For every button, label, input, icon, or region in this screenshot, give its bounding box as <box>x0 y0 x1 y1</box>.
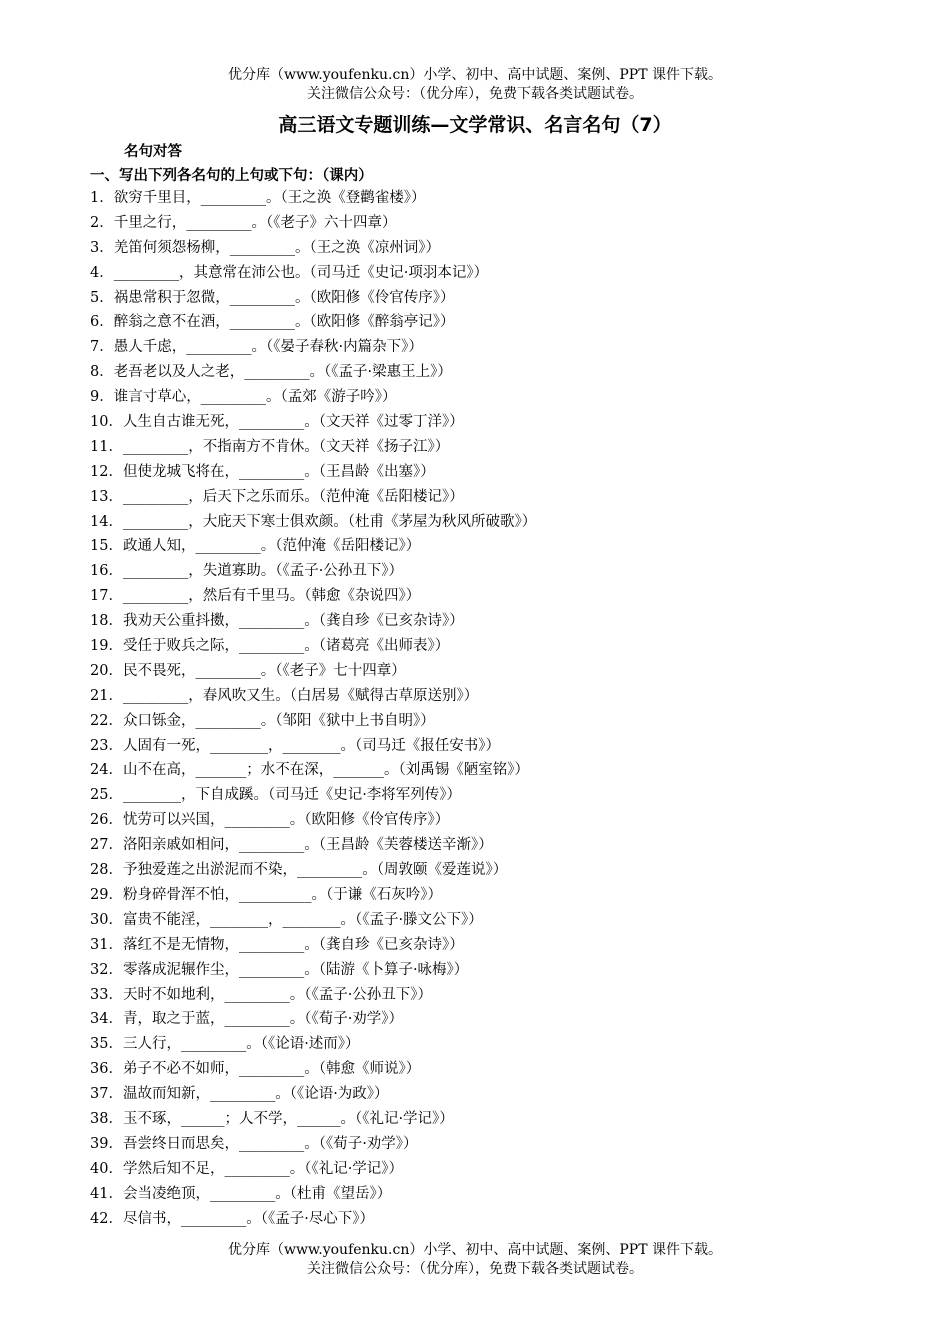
question-text: 人生自古谁无死，_________。（文天祥《过零丁洋》） <box>122 414 464 431</box>
footer-line-2: 关注微信公众号：（优分库），免费下载各类试题试卷。 <box>307 1261 643 1277</box>
question-list <box>90 186 870 1231</box>
question-text: 玉不琢，______；人不学，______。（《礼记·学记》） <box>122 1110 454 1127</box>
question-item <box>90 335 870 360</box>
question-text: 愚人千虑，_________。（《晏子春秋·内篇杂下》） <box>113 339 423 356</box>
question-item <box>90 559 870 584</box>
question-text: 富贵不能淫，________，________。（《孟子·滕文公下》） <box>122 911 483 928</box>
question-text: 落红不是无情物，_________。（龚自珍《已亥杂诗》） <box>122 936 464 953</box>
question-item <box>90 385 870 410</box>
question-item <box>90 634 870 659</box>
question-item <box>90 186 870 211</box>
header-line-1: 优分库（www.youfenku.cn）小学、初中、高中试题、案例、PPT 课件下载。 <box>227 67 722 83</box>
question-item <box>90 758 870 783</box>
question-text: 温故而知新，_________。（《论语·为政》） <box>122 1086 389 1103</box>
question-text: 我劝天公重抖擞，_________。（龚自珍《已亥杂诗》） <box>122 613 464 630</box>
question-item <box>90 485 870 510</box>
question-number: 4． <box>90 264 114 281</box>
question-text: _________，其意常在沛公也。（司马迁《史记·项羽本记》） <box>113 264 489 281</box>
question-number: 19． <box>90 638 123 655</box>
question-item <box>90 734 870 759</box>
question-number: 38． <box>90 1110 123 1127</box>
question-text: _________，大庇天下寒士俱欢颜。（杜甫《茅屋为秋风所破歌》） <box>122 513 537 530</box>
question-number: 34． <box>90 1011 123 1028</box>
question-item <box>90 783 870 808</box>
header-line-2: 关注微信公众号：（优分库），免费下载各类试题试卷。 <box>307 86 643 102</box>
question-item <box>90 1132 870 1157</box>
footer-line-1: 优分库（www.youfenku.cn）小学、初中、高中试题、案例、PPT 课件下载。 <box>227 1242 722 1258</box>
question-number: 27． <box>90 837 123 854</box>
question-number: 35． <box>90 1036 123 1053</box>
question-item <box>90 410 870 435</box>
question-item <box>90 1007 870 1032</box>
question-text: 三人行，_________。（《论语·述而》） <box>122 1036 360 1053</box>
question-number: 25． <box>90 787 123 804</box>
question-number: 28． <box>90 862 123 879</box>
question-item <box>90 933 870 958</box>
section-heading: 一、写出下列各名句的上句或下句：（课内） <box>90 168 373 184</box>
question-number: 6． <box>90 314 114 331</box>
question-number: 16． <box>90 563 123 580</box>
question-text: 人固有一死，________，________。（司马迁《报任安书》） <box>122 737 500 754</box>
question-item <box>90 1107 870 1132</box>
question-number: 2． <box>90 214 114 231</box>
question-item <box>90 1182 870 1207</box>
question-number: 30． <box>90 911 123 928</box>
question-number: 12． <box>90 463 123 480</box>
question-text: 弟子不必不如师，_________。（韩愈《师说》） <box>122 1061 421 1078</box>
question-number: 33． <box>90 986 123 1003</box>
question-number: 41． <box>90 1185 123 1202</box>
page-title: 高三语文专题训练—文学常识、名言名句（7） <box>278 114 672 136</box>
question-text: 青，取之于蓝，_________。（《荀子·劝学》） <box>122 1011 404 1028</box>
question-number: 36． <box>90 1061 123 1078</box>
question-number: 3． <box>90 239 114 256</box>
question-item <box>90 609 870 634</box>
question-number: 5． <box>90 289 114 306</box>
question-number: 40． <box>90 1160 123 1177</box>
question-number: 9． <box>90 389 114 406</box>
question-text: _________，然后有千里马。（韩愈《杂说四》） <box>122 588 421 605</box>
question-text: _________，不指南方不肯休。（文天祥《扬子江》） <box>122 438 450 455</box>
question-item <box>90 883 870 908</box>
question-number: 22． <box>90 712 123 729</box>
question-number: 10． <box>90 414 123 431</box>
question-number: 1． <box>90 190 114 206</box>
question-number: 8． <box>90 364 114 381</box>
question-text: 粉身碎骨浑不怕，__________。（于谦《石灰吟》） <box>122 886 442 903</box>
question-item <box>90 808 870 833</box>
question-text: 羌笛何须怨杨柳，_________。（王之涣《凉州词》） <box>113 239 440 256</box>
question-number: 32． <box>90 961 123 978</box>
question-text: 尽信书，_________。（《孟子·尽心下》） <box>122 1210 375 1227</box>
question-text: 忧劳可以兴国，_________。（欧阳修《伶官传序》） <box>122 812 450 829</box>
question-text: _________，失道寡助。（《孟子·公孙丑下》） <box>122 563 404 580</box>
question-item <box>90 1082 870 1107</box>
question-item <box>90 211 870 236</box>
question-item <box>90 958 870 983</box>
question-item <box>90 261 870 286</box>
question-item <box>90 1057 870 1082</box>
question-text: 众口铄金，_________。（邹阳《狱中上书自明》） <box>122 712 435 729</box>
question-text: 山不在高，_______；水不在深，_______。（刘禹锡《陋室铭》） <box>122 762 529 779</box>
question-text: 老吾老以及人之老，_________。（《孟子·梁惠王上》） <box>113 364 452 381</box>
question-item <box>90 460 870 485</box>
question-item <box>90 286 870 311</box>
question-item <box>90 360 870 385</box>
question-item <box>90 684 870 709</box>
question-number: 24． <box>90 762 123 779</box>
question-text: 政通人知，_________。（范仲淹《岳阳楼记》） <box>122 538 421 555</box>
question-text: _________，春风吹又生。（白居易《赋得古草原送别》） <box>122 687 479 704</box>
question-text: 吾尝终日而思矣，_________。（《荀子·劝学》） <box>122 1135 418 1152</box>
question-number: 14． <box>90 513 123 530</box>
question-text: 天时不如地利，_________。（《孟子·公孙丑下》） <box>122 986 433 1003</box>
question-number: 42． <box>90 1210 123 1227</box>
question-item <box>90 983 870 1008</box>
question-text: 醉翁之意不在酒，_________。（欧阳修《醉翁亭记》） <box>113 314 455 331</box>
question-text: 民不畏死，_________。（《老子》七十四章） <box>122 662 406 679</box>
question-item <box>90 584 870 609</box>
question-number: 13． <box>90 488 123 505</box>
question-text: 欲穷千里目，_________。（王之涣《登鹳雀楼》） <box>113 190 426 206</box>
question-number: 18． <box>90 613 123 630</box>
question-text: _________，后天下之乐而乐。（范仲淹《岳阳楼记》） <box>122 488 464 505</box>
question-item <box>90 310 870 335</box>
question-number: 26． <box>90 812 123 829</box>
question-text: 千里之行，_________。（《老子》六十四章） <box>113 214 397 231</box>
question-item <box>90 1207 870 1232</box>
question-text: 谁言寸草心，_________。（孟郊《游子吟》） <box>113 389 397 406</box>
question-item <box>90 659 870 684</box>
question-number: 15． <box>90 538 123 555</box>
question-item <box>90 858 870 883</box>
question-number: 29． <box>90 886 123 903</box>
question-item <box>90 1157 870 1182</box>
question-text: 学然后知不足，_________。（《礼记·学记》） <box>122 1160 404 1177</box>
question-item <box>90 1032 870 1057</box>
question-text: 受任于败兵之际，_________。（诸葛亮《出师表》） <box>122 638 450 655</box>
question-item <box>90 236 870 261</box>
question-number: 23． <box>90 737 123 754</box>
question-text: 但使龙城飞将在，_________。（王昌龄《出塞》） <box>122 463 435 480</box>
question-item <box>90 534 870 559</box>
question-text: 会当凌绝顶，_________。（杜甫《望岳》） <box>122 1185 392 1202</box>
question-number: 37． <box>90 1086 123 1103</box>
question-number: 20． <box>90 662 123 679</box>
question-number: 31． <box>90 936 123 953</box>
subtitle: 名句对答 <box>124 144 182 160</box>
question-item <box>90 908 870 933</box>
question-number: 39． <box>90 1135 123 1152</box>
question-text: ________，下自成蹊。（司马迁《史记·李将军列传》） <box>122 787 462 804</box>
question-text: 洛阳亲戚如相问，_________。（王昌龄《芙蓉楼送辛渐》） <box>122 837 493 854</box>
question-item <box>90 833 870 858</box>
question-text: 予独爱莲之出淤泥而不染，_________。（周敦颐《爱莲说》） <box>122 862 508 879</box>
question-text: 祸患常积于忽微，_________。（欧阳修《伶官传序》） <box>113 289 455 306</box>
question-number: 11． <box>90 438 123 455</box>
question-number: 7． <box>90 339 114 356</box>
question-text: 零落成泥辗作尘，_________。（陆游《卜算子·咏梅》） <box>122 961 469 978</box>
question-item <box>90 709 870 734</box>
question-item <box>90 435 870 460</box>
question-item <box>90 510 870 535</box>
question-number: 17． <box>90 588 123 605</box>
question-number: 21． <box>90 687 123 704</box>
